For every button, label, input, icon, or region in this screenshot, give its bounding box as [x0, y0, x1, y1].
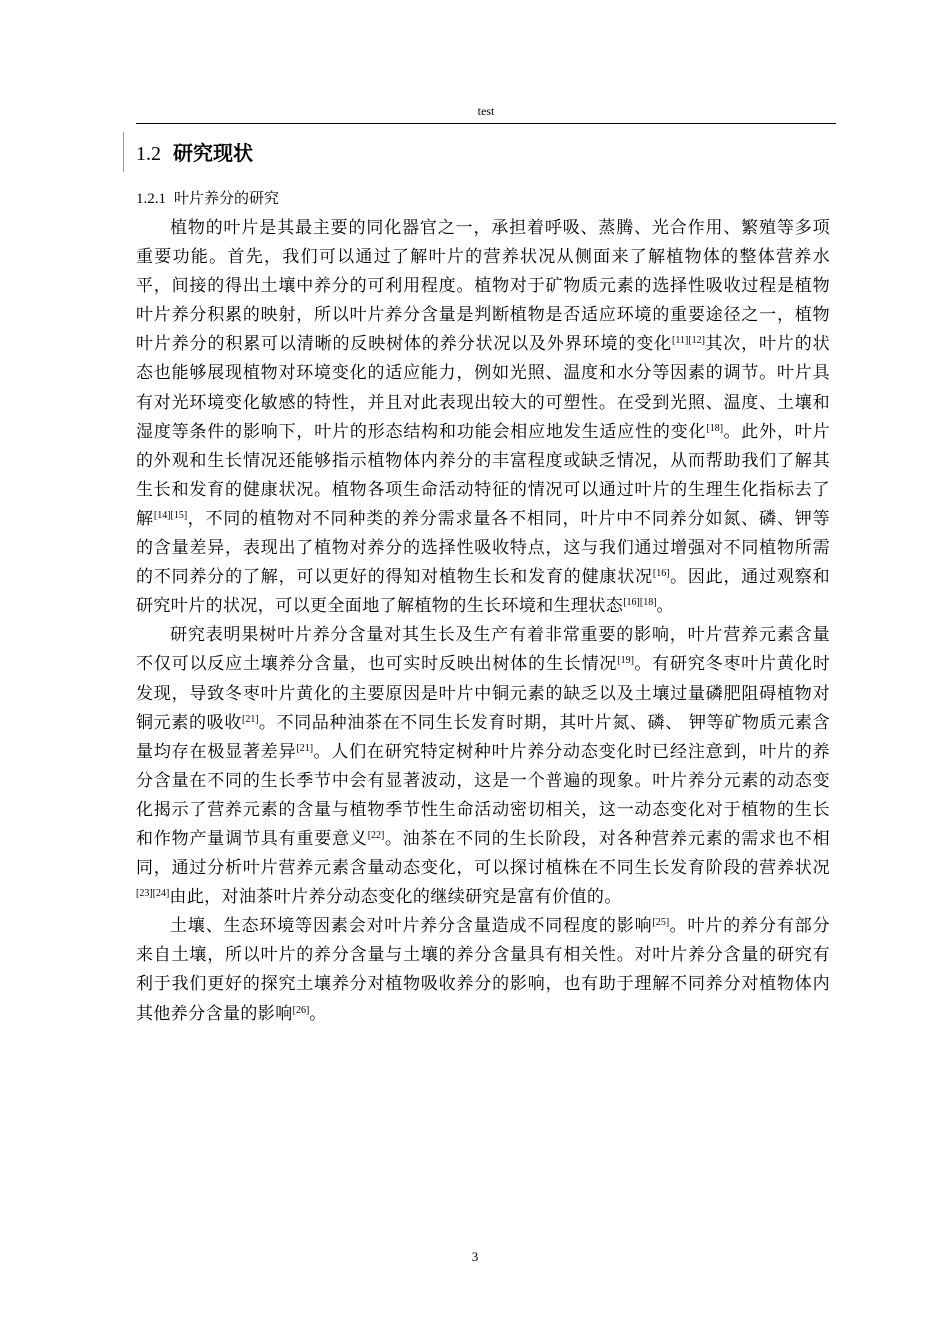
paragraph-text: 。因此，通过观察和研究叶片的状况，可以更全面地了解植物的生长环境和生理状态	[136, 567, 830, 617]
citation-ref: [16]	[652, 568, 670, 580]
citation-ref: [23][24]	[136, 888, 170, 900]
paragraph	[136, 912, 830, 1028]
paragraph-text: 。叶片的养分有部分来自土壤，所以叶片的养分含量与土壤的养分含量具有相关性。对叶片养分含量的研究有利于我们更好的探究土壤养分对植物吸收养分的影响，也有助于理解不同养分对植物体内其他养分含量的影响	[136, 916, 830, 1024]
paragraph-text: ，不同的植物对不同种类的养分需求量各不相同，叶片中不同养分如氮、磷、钾等的含量差异，表现出了植物对养分的选择性吸收特点，这与我们通过增强对不同植物所需的不同养分的了解，可以更好的得知对植物生长和发育的健康状况	[136, 508, 830, 588]
paragraph-text: 。此外，叶片的外观和生长情况还能够指示植物体内养分的丰富程度或缺乏情况，从而帮助我们了解其生长和发育的健康状况。植物各项生命活动特征的情况可以通过叶片的生理生化指标去了解	[136, 421, 830, 529]
subsection-title: 叶片养分的研究	[174, 189, 280, 207]
citation-ref: [11][12]	[671, 335, 705, 347]
paragraph-text: 。	[656, 596, 674, 617]
paragraph-text: 由此，对油茶叶片养分动态变化的继续研究是富有价值的。	[169, 887, 622, 908]
subsection-number: 1.2.1	[136, 191, 166, 207]
citation-ref: [16][18]	[623, 597, 657, 609]
paragraph-text: 。不同品种油茶在不同生长发育时期，其叶片氮、磷、 钾等矿物质元素含量均存在极显著差异	[136, 712, 830, 762]
citation-ref: [26]	[292, 1004, 310, 1016]
paragraph-text: 。油茶在不同的生长阶段，对各种营养元素的需求也不相同，通过分析叶片营养元素含量动态变化，可以探讨植株在不同生长发育阶段的营养状况	[136, 828, 830, 879]
citation-ref: [19]	[617, 655, 634, 667]
running-title: test	[477, 104, 495, 118]
paragraph-text: 。人们在研究特定树种叶片养分动态变化时已经注意到，叶片的养分含量在不同的生长季节中会有显著波动，这是一个普遍的现象。叶片养分元素的动态变化揭示了营养元素的含量与植物季节性生命活动密切相关，这一动态变化对于植物的生长和作物产量调节具有重要意义	[136, 741, 830, 849]
citation-ref: [21]	[296, 742, 314, 754]
page-header	[136, 104, 836, 124]
paragraph-text: 其次，叶片的状态也能够展现植物对环境变化的适应能力，例如光照、温度和水分等因素的调节。叶片具有对光环境变化敏感的特性，并且对此表现出较大的可塑性。在受到光照、温度、土壤和湿度等条件的影响下，叶片的形态结构和功能会相应地发生适应性的变化	[136, 334, 830, 442]
section-number: 1.2	[136, 143, 161, 165]
paragraph	[136, 214, 830, 621]
paragraph-text: 植物的叶片是其最主要的同化器官之一，承担着呼吸、蒸腾、光合作用、繁殖等多项重要功能。首先，我们可以通过了解叶片的营养状况从侧面来了解植物体的整体营养水平，间接的得出土壤中养分的可利用程度。植物对于矿物质元素的选择性吸收过程是植物叶片养分积累的映射，所以叶片养分含量是判断植物是否适应环境的重要途径之一，植物叶片养分的积累可以清晰的反映树体的养分状况以及外界环境的变化	[136, 218, 830, 355]
margin-marker	[123, 132, 124, 172]
paragraph-text: 。有研究冬枣叶片黄化时发现，导致冬枣叶片黄化的主要原因是叶片中铜元素的缺乏以及土壤过量磷肥阻碍植物对铜元素的吸收	[136, 654, 830, 733]
paragraph-text: 研究表明果树叶片养分含量对其生长及生产有着非常重要的影响，叶片营养元素含量不仅可以反应土壤养分含量，也可实时反映出树体的生长情况	[136, 625, 830, 675]
section-title: 研究现状	[173, 141, 253, 165]
citation-ref: [25]	[652, 917, 670, 929]
citation-ref: [14][15]	[153, 509, 188, 521]
subsection-heading	[136, 186, 279, 211]
paragraph	[136, 621, 830, 912]
paragraph-text: 。	[309, 1003, 327, 1024]
citation-ref: [21]	[242, 713, 259, 725]
citation-ref: [22]	[367, 829, 385, 841]
citation-ref: [18]	[706, 422, 724, 434]
section-heading	[136, 140, 253, 167]
paragraph-text: 土壤、生态环境等因素会对叶片养分含量造成不同程度的影响	[170, 916, 653, 937]
page-number: 3	[471, 1249, 479, 1264]
body-text	[136, 214, 830, 1029]
